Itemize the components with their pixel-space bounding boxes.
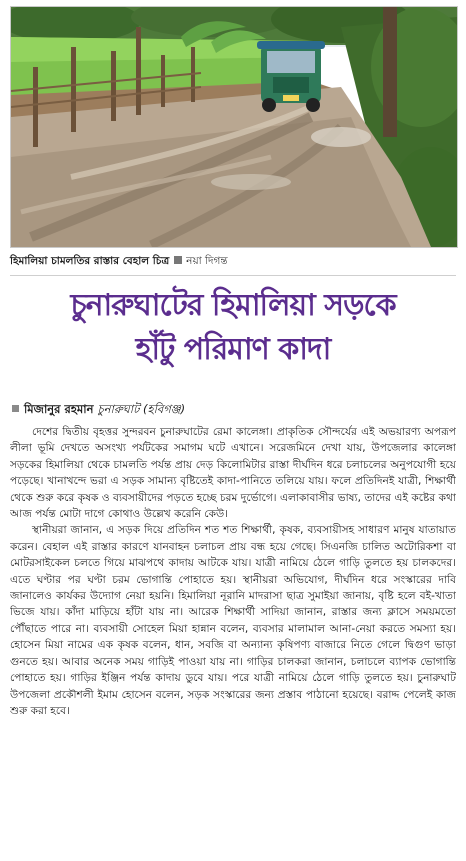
byline xyxy=(12,400,452,418)
news-photo xyxy=(10,6,458,248)
photo-caption xyxy=(10,252,456,270)
headline xyxy=(10,284,456,372)
byline-location: চুনারুঘাট (হবিগঞ্জ) xyxy=(97,402,186,416)
divider xyxy=(10,275,456,276)
byline-square-icon xyxy=(12,405,19,412)
article-paragraph-1: দেশের দ্বিতীয় বৃহত্তর সুন্দরবন চুনারুঘাটের রেমা কালেঙ্গা। প্রাকৃতিক সৌন্দর্যের এই অভয়ারণ্য অপরূপ লীলা ভূমি দেখতে অসংখ্য পর্যটকের সমাগম ঘটে এখানে। সরেজমিনে দেখা যায়, উপজেলার কালেঙ্গা সড়কের হিমালিয়া থেকে চামলতি পর্যন্ত প্রায় দেড় কিলোমিটার রাস্তা দীর্ঘদিন ধরে চলাচলের অনুপযোগী হয়ে পড়েছে। খানাখন্দে ভরা এ সড়ক সামান্য বৃষ্টিতেই কাদা-পানিতে তলিয়ে যায়। ফলে প্রতিদিনই যাত্রী, শিক্ষার্থী থেকে শুরু করে কৃষক ও ব্যবসায়ীদের পড়তে হচ্ছে চরম দুর্ভোগে। এলাকাবাসীর ভাষ্য, তাদের এই কষ্টের কথা আজ পর্যন্ত মোটা দাগে কোথাও উল্লেখ করেনি কেউ। xyxy=(10,426,456,521)
caption-square-icon xyxy=(174,256,182,264)
headline-line-1: চুনারুঘাটের হিমালিয়া সড়কে xyxy=(70,288,396,323)
byline-author: মিজানুর রহমান xyxy=(24,402,94,416)
headline-line-2: হাঁটু পরিমাণ কাদা xyxy=(135,332,331,367)
caption-source: নয়া দিগন্ত xyxy=(186,255,228,267)
caption-text: হিমালিয়া চামলতির রাস্তার বেহাল চিত্র xyxy=(10,255,170,267)
article-paragraph-2: স্থানীয়রা জানান, এ সড়ক দিয়ে প্রতিদিন শত শত শিক্ষার্থী, কৃষক, ব্যবসায়ীসহ সাধারণ মানুষ যাতায়াত করেন। বেহাল এই রাস্তার কারণে যানবাহন চলাচল প্রায় বন্ধ হয়ে গেছে। সিএনজি চালিত অটোরিকশা বা মোটরসাইকেল চলতে গিয়ে মাঝপথে কাদায় আটকে যায়। যাত্রী নামিয়ে ঠেলে গাড়ি তুলতে হয় চালকদের। এতে ঘণ্টার পর ঘণ্টা চরম ভোগান্তি পোহাতে হয়। স্থানীয়রা অভিযোগ, দীর্ঘদিন ধরে সংস্কারের দাবি জানালেও কার্যকর উদ্যোগ নেয়া হয়নি। হিমালিয়া নূরানি মাদরাসা ছাত্র সুমাইয়া জানায়, বৃষ্টি হলে বই-খাতা ভিজে যায়। কাঁদা মাড়িয়ে হাঁটা যায় না। আরেক শিক্ষার্থী সাদিয়া জানান, রাস্তার জন্য ক্লাসে সময়মতো পৌঁছাতে পারে না। ব্যবসায়ী সোহেল মিয়া হান্নান বলেন, ব্যবসার মালামাল আনা-নেয়া করতে সমস্যা হয়। হোসেন মিয়া নামের এক কৃষক বলেন, ধান, সবজি বা অন্যান্য কৃষিপণ্য বাজারে নিতে গেলে দ্বিগুণ ভাড়া গুনতে হয়। আবার অনেক সময় গাড়িই পাওয়া যায় না। গাড়ির চালকরা জানান, চলাচলে ব্যাপক ভোগান্তি পোহাতে হয়। গাড়ির ইঞ্জিন পর্যন্ত কাদায় ডুবে যায়। পরে যাত্রী নামিয়ে ঠেলে গাড়ি তুলতে হয়। চুনারুঘাট উপজেলা প্রকৌশলী ইমাম হোসেন বলেন, সড়ক সংস্কারের জন্য প্রস্তাব পাঠানো হয়েছে। বরাদ্দ পেলেই কাজ শুরু করা হবে। xyxy=(10,524,456,717)
article-body xyxy=(10,424,456,854)
cng-vehicle-graphic xyxy=(257,41,325,112)
muddy-road-photo xyxy=(11,7,457,247)
